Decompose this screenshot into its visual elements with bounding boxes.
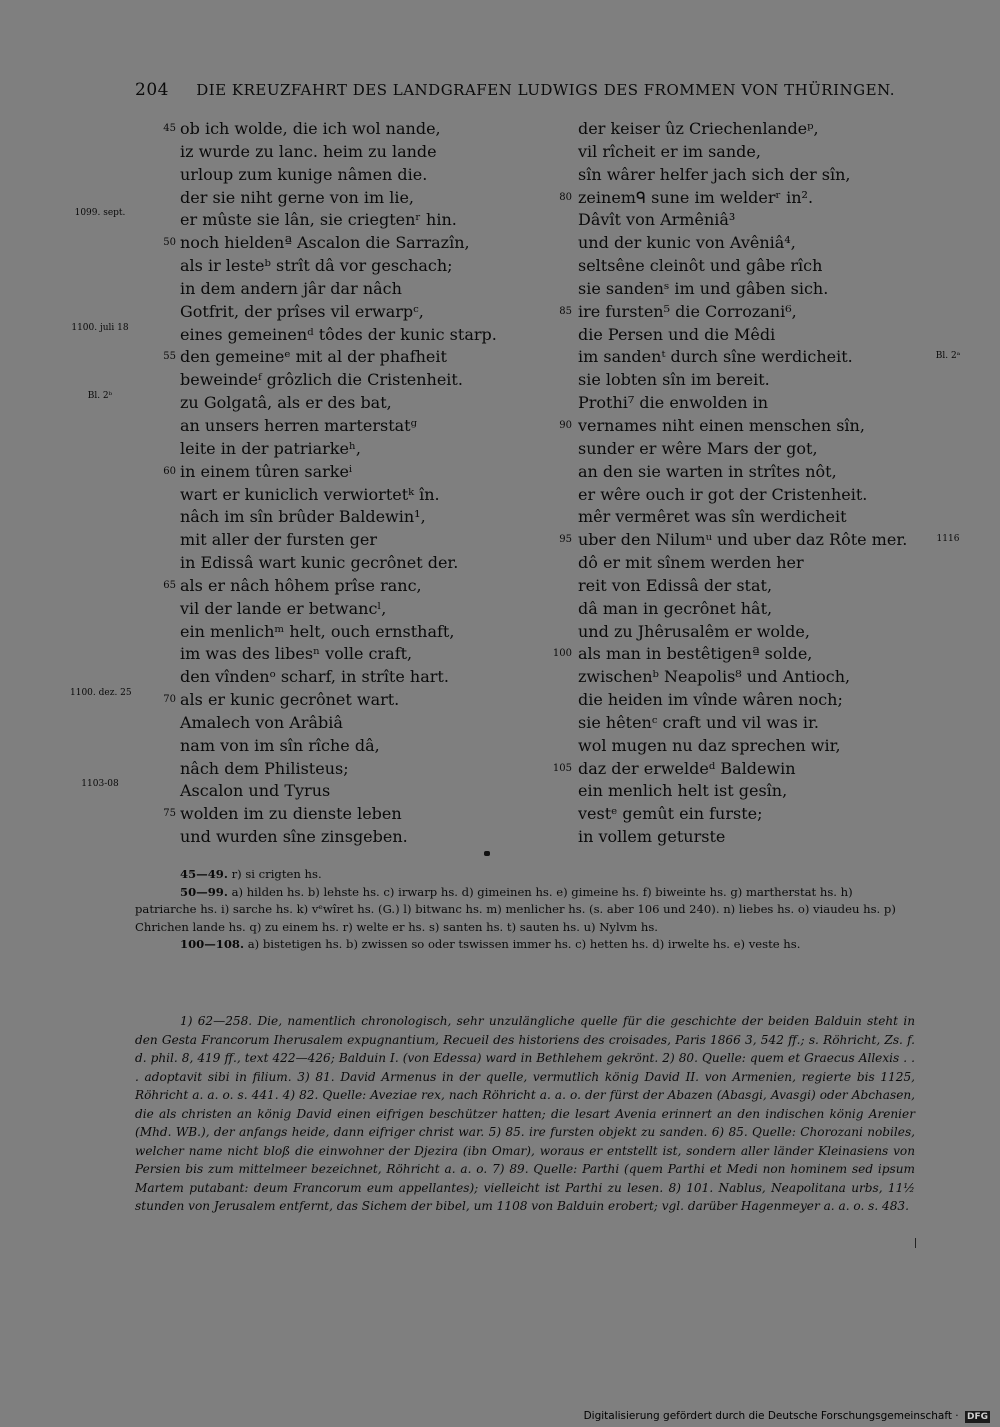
line-number: 60: [163, 465, 176, 477]
verse-text: und wurden sîne zinsgeben.: [180, 827, 408, 847]
verse-text: leite in der patriarkeʰ,: [180, 438, 361, 458]
verse-line: [559, 187, 938, 210]
verse-line: [180, 301, 520, 324]
verse-text: der sie niht gerne von im lie,: [180, 187, 415, 207]
verse-text: die heiden im vînde wâren noch;: [578, 690, 843, 710]
verse-text: iz wurde zu lanc. heim zu lande: [180, 141, 437, 161]
line-number: 95: [559, 534, 572, 546]
verse-text: vil der lande er betwancˡ,: [180, 598, 387, 618]
page-number: 204: [135, 80, 169, 100]
verse-text: der keiser ûz Criechenlandeᵖ,: [578, 119, 819, 138]
verse-line: [180, 712, 520, 735]
verse-line: [163, 118, 520, 141]
verse-text: wol mugen nu daz sprechen wir,: [578, 735, 841, 755]
verse-line: [578, 803, 938, 826]
verse-text: Ascalon und Tyrus: [180, 781, 331, 801]
verse-line: [559, 529, 960, 552]
verse-text: Amalech von Arâbiâ: [180, 712, 343, 732]
running-header: [135, 80, 896, 100]
verse-line: [180, 415, 520, 438]
apparatus-text: r) si crigten hs.: [231, 867, 322, 881]
verse-line: [552, 758, 938, 781]
verse-line: [578, 506, 938, 529]
apparatus-text: a) bistetigen hs. b) zwissen so oder tswissen immer hs. c) hetten hs. d) irwelte hs. e) veste hs.: [247, 937, 801, 951]
verse-line: [163, 232, 520, 255]
apparatus-block: [135, 936, 915, 954]
verse-text: zu Golgatâ, als er des bat,: [180, 393, 392, 413]
verse-line: [70, 688, 520, 712]
verse-line: [180, 758, 520, 781]
verse-text: daz der erweldeᵈ Baldewin: [578, 758, 796, 778]
verse-text: in einem tûren sarkeⁱ: [180, 461, 353, 481]
margin-note: 1116: [936, 534, 960, 545]
verse-text: nam von im sîn rîche dâ,: [180, 735, 380, 755]
verse-text: in Edissâ wart kunic gecrônet der.: [180, 553, 459, 573]
apparatus-range: 100—108.: [180, 937, 245, 951]
verse-line: [180, 506, 520, 529]
verse-line: [578, 689, 938, 712]
verse-line: [578, 552, 938, 575]
verse-line: [180, 438, 520, 461]
verse-text: dô er mit sînem werden her: [578, 553, 804, 573]
margin-tick: [915, 1238, 916, 1248]
verse-line: [578, 278, 938, 301]
verse-line: [578, 780, 938, 803]
footnotes: 1) 62—258. Die, namentlich chronologisch, sehr unzulängliche quelle für die geschichte der beiden Balduin steht in den Gesta Francorum Iherusalem expugnantium, Recueil des historiens des croisades, Paris 1866 3, 542 ff.; s. Röhricht, Zs. f. d. phil. 8, 419 ff., text 422—426; Balduin I. (von Edessa) ward in Bethlehem gekrönt. 2) 80. Quelle: quem et Graecus Allexis . . . adoptavit sibi in filium. 3) 81. David Armenus in der quelle, vermutlich könig David II. von Armenien, regierte bis 1125, Röhricht a. a. o. s. 441. 4) 82. Quelle: Aveziae rex, nach Röhricht a. a. o. der fürst der Abazen (Abasgi, Avasgi) oder Abchasen, die als christen an könig David einen eifrigen beschützer hatten; die lesart Avenia erinnert an den indischen könig Arenier (Mhd. WB.), der anfangs heide, dann eifriger christ war. 5) 85. ire fursten objekt zu sanden. 6) 85. Quelle: Chorozani nobiles, welcher name nicht bloß die einwohner der Djezira (ibn Omar), woraus er entstellt ist, sondern aller länder Kleinasiens von Persien bis zum mittelmeer bezeichnet, Röhricht a. a. o. 7) 89. Quelle: Parthi (quem Parthi et Medi non hominem sed ipsum Martem putabant: deum Francorum eum appellantes); vielleicht ist Parthi zu lesen. 8) 101. Nablus, Neapolitana urbs, 11½ stunden von Jerusalem entfernt, das Sichem der bibel, um 1108 von Balduin erobert; vgl. darüber Hagenmeyer a. a. o. s. 483.: [135, 1014, 915, 1213]
apparatus-range: 50—99.: [180, 884, 228, 899]
margin-note: 1103-08: [81, 779, 119, 790]
verse-text: urloup zum kunige nâmen die.: [180, 164, 428, 184]
dfg-logo: DFG: [966, 1412, 988, 1422]
margin-note: 1100. dez. 25: [70, 688, 132, 699]
poem-left-column: [70, 118, 520, 849]
verse-text: und der kunic von Avêniâ⁴,: [578, 233, 796, 253]
verse-text: dâ man in gecrônet hât,: [578, 598, 773, 618]
verse-text: in dem andern jâr dar nâch: [180, 278, 402, 298]
verse-line: [578, 666, 938, 689]
verse-line: [180, 529, 520, 552]
verse-text: ire fursten⁵ die Corrozani⁶,: [578, 301, 797, 321]
verse-text: und zu Jhêrusalêm er wolde,: [578, 621, 810, 641]
verse-line: [180, 255, 520, 278]
verse-text: an den sie warten in strîtes nôt,: [578, 461, 837, 481]
verse-text: nâch im sîn brûder Baldewin¹,: [180, 507, 426, 527]
verse-text: als ir lesteᵇ strît dâ vor geschach;: [180, 256, 453, 276]
line-number: 70: [163, 694, 176, 706]
verse-line: [71, 322, 520, 347]
verse-line: [578, 232, 938, 255]
verse-text: mêr vermêret was sîn werdicheit: [578, 507, 847, 527]
verse-line: [180, 735, 520, 758]
line-number: 45: [163, 123, 176, 134]
verse-text: nâch dem Philisteus;: [180, 758, 349, 778]
verse-line: [578, 392, 938, 415]
verse-line: [578, 621, 938, 644]
digitization-footer: Digitalisierung gefördert durch die Deutsche Forschungsgemeinschaft · DFG: [583, 1410, 988, 1422]
verse-text: ob ich wolde, die ich wol nande,: [180, 119, 441, 138]
ink-mark: [484, 851, 490, 856]
verse-text: uber den Nilumᵘ und uber daz Rôte mer.: [578, 530, 908, 550]
line-number: 50: [163, 237, 176, 249]
verse-line: [163, 575, 520, 598]
line-number: 80: [559, 191, 572, 203]
margin-note: 1100. juli 18: [71, 322, 129, 333]
verse-line: [180, 643, 520, 666]
verse-line: [180, 598, 520, 621]
verse-text: vernames niht einen menschen sîn,: [578, 415, 865, 435]
verse-text: Prothi⁷ die enwolden in: [578, 393, 769, 413]
verse-line: [578, 438, 938, 461]
apparatus-range: 45—49.: [180, 867, 228, 881]
poem-right-column: [552, 118, 961, 849]
footer-text: Digitalisierung gefördert durch die Deutsche Forschungsgemeinschaft: [583, 1410, 952, 1422]
verse-text: als man in bestêtigenª solde,: [578, 644, 813, 664]
line-number: 100: [552, 648, 572, 660]
verse-text: als er nâch hôhem prîse ranc,: [180, 575, 422, 595]
verse-text: seltsêne cleinôt und gâbe rîch: [578, 256, 823, 276]
verse-line: [578, 255, 938, 278]
verse-text: vil rîcheit er im sande,: [578, 141, 761, 161]
verse-line: [163, 803, 520, 826]
verse-line: [180, 826, 520, 849]
verse-line: [578, 461, 938, 484]
verse-text: zeinemᑫ sune im welderʳ in².: [578, 187, 814, 207]
verse-text: den gemeineᵉ mit al der phafheit: [180, 347, 447, 367]
verse-line: [578, 826, 938, 849]
verse-text: ein menlich helt ist gesîn,: [578, 781, 788, 801]
verse-text: im was des libesⁿ volle craft,: [180, 644, 413, 664]
verse-line: [163, 346, 520, 369]
line-number: 55: [163, 351, 176, 363]
verse-line: [578, 369, 938, 392]
line-number: 65: [163, 579, 176, 591]
verse-line: [578, 164, 938, 187]
verse-text: Gotfrit, der prîses vil erwarpᶜ,: [180, 301, 424, 321]
verse-text: in vollem geturste: [578, 827, 726, 847]
verse-text: vestᵉ gemût ein furste;: [578, 804, 763, 824]
verse-text: sîn wârer helfer jach sich der sîn,: [578, 164, 851, 184]
verse-line: [180, 369, 520, 392]
verse-text: noch hieldenª Ascalon die Sarrazîn,: [180, 233, 470, 253]
verse-line: [559, 415, 938, 438]
verse-text: sie hêtenᶜ craft und vil was ir.: [578, 712, 819, 732]
verse-line: [87, 391, 520, 415]
verse-line: [81, 779, 520, 803]
apparatus-block: [135, 884, 915, 937]
verse-line: [552, 643, 938, 666]
verse-text: wolden im zu dienste leben: [180, 804, 402, 824]
verse-line: [180, 484, 520, 507]
verse-text: Dâvît von Armêniâ³: [578, 210, 736, 230]
verse-line: [578, 598, 938, 621]
line-number: 75: [163, 808, 176, 820]
margin-note: Bl. 2ᵇ: [87, 391, 113, 402]
verse-text: sie lobten sîn im bereit.: [578, 370, 770, 390]
apparatus-block: [135, 866, 915, 884]
verse-text: die Persen und die Mêdi: [578, 324, 776, 344]
verse-line: [163, 461, 520, 484]
verse-text: zwischenᵇ Neapolis⁸ und Antioch,: [578, 667, 851, 687]
apparatus-text: a) hilden hs. b) lehste hs. c) irwarp hs. d) gimeinen hs. e) gimeine hs. f) biweinte hs. g) martherstat hs. h) patriarche hs. i) sarche hs. k) vᵉwîret hs. (G.) l) bitwanc hs. m) menlicher hs. (s. aber 106 und 240). n) liebes hs. o) viaudeu hs. p) Chrichen lande hs. q) zu einem hs. r) welte er hs. s) santen hs. t) sauten hs. u) Nylvm hs.: [135, 884, 896, 934]
verse-line: [578, 118, 938, 141]
verse-text: wart er kuniclich verwiortetᵏ în.: [180, 484, 440, 504]
verse-text: ein menlichᵐ helt, ouch ernsthaft,: [180, 621, 455, 641]
line-number: 105: [552, 762, 572, 774]
verse-line: [180, 621, 520, 644]
verse-line: [578, 735, 938, 758]
verse-line: [559, 301, 938, 324]
verse-text: sunder er wêre Mars der got,: [578, 438, 818, 458]
verse-text: den vîndenᵒ scharf, in strîte hart.: [180, 667, 449, 687]
verse-text: beweindeᶠ grôzlich die Cristenheit.: [180, 370, 463, 390]
verse-line: [180, 187, 520, 210]
verse-text: im sandenᵗ durch sîne werdicheit.: [578, 347, 853, 367]
verse-line: [180, 164, 520, 187]
line-number: 85: [559, 305, 572, 317]
verse-text: er wêre ouch ir got der Cristenheit.: [578, 484, 868, 504]
running-title: DIE KREUZFAHRT DES LANDGRAFEN LUDWIGS DES FROMMEN VON THÜRINGEN.: [196, 81, 896, 99]
verse-line: [578, 346, 961, 369]
verse-line: [578, 324, 938, 347]
verse-text: eines gemeinenᵈ tôdes der kunic starp.: [180, 324, 497, 344]
verse-line: [180, 666, 520, 689]
verse-line: [578, 484, 938, 507]
verse-line: [74, 208, 520, 232]
verse-text: sie sandenˢ im und gâben sich.: [578, 278, 829, 298]
verse-text: mit aller der fursten ger: [180, 530, 377, 550]
verse-line: [578, 575, 938, 598]
verse-line: [578, 209, 938, 232]
line-number: 90: [559, 419, 572, 431]
verse-line: [180, 552, 520, 575]
verse-line: [578, 141, 938, 164]
verse-text: reit von Edissâ der stat,: [578, 575, 773, 595]
margin-note: 1099. sept.: [74, 208, 126, 219]
verse-line: [180, 278, 520, 301]
verse-text: an unsers herren marterstatᵍ: [180, 415, 418, 435]
margin-note: Bl. 2ᵃ: [935, 351, 961, 362]
critical-apparatus: [135, 866, 915, 954]
verse-line: [578, 712, 938, 735]
verse-text: er mûste sie lân, sie criegtenʳ hin.: [180, 210, 457, 230]
verse-text: als er kunic gecrônet wart.: [180, 690, 400, 710]
verse-line: [180, 141, 520, 164]
